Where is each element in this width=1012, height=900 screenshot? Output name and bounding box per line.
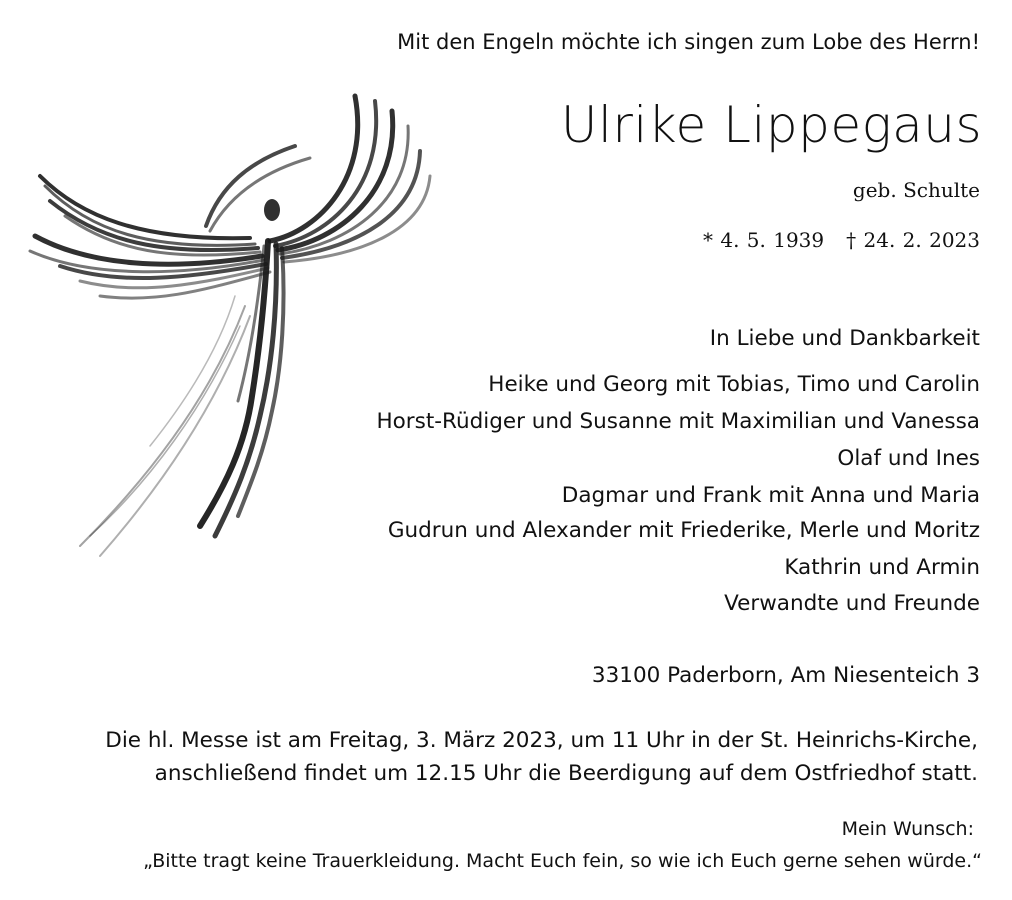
mourner-line: Horst-Rüdiger und Susanne mit Maximilian und Vanessa [376, 409, 980, 434]
mourner-line: Dagmar und Frank mit Anna und Maria [561, 483, 980, 508]
birth-name: geb. Schulte [852, 178, 980, 202]
wish-label: Mein Wunsch: [841, 818, 974, 840]
death-date: † 24. 2. 2023 [846, 228, 980, 252]
deceased-name: Ulrike Lippegaus [560, 96, 982, 154]
life-dates [703, 230, 980, 250]
angel-drawing-icon [20, 66, 450, 576]
service-info-line: Die hl. Messe ist am Freitag, 3. März 2023, um 11 Uhr in der St. Heinrichs-Kirche, [105, 728, 978, 753]
mourner-line: Verwandte und Freunde [724, 591, 980, 616]
mourner-line: Gudrun und Alexander mit Friederike, Merle und Moritz [387, 518, 980, 543]
mourner-line: Kathrin und Armin [784, 555, 980, 580]
wish-quote: „Bitte tragt keine Trauerkleidung. Macht Euch fein, so wie ich Euch gerne sehen würde.“ [143, 850, 982, 872]
mourner-line: Olaf und Ines [837, 446, 980, 471]
birth-date: * 4. 5. 1939 [703, 228, 825, 252]
mourning-address: 33100 Paderborn, Am Niesenteich 3 [591, 663, 980, 688]
service-info-line: anschließend findet um 12.15 Uhr die Beerdigung auf dem Ostfriedhof statt. [154, 761, 978, 786]
motto: Mit den Engeln möchte ich singen zum Lobe des Herrn! [397, 30, 980, 54]
dedication: In Liebe und Dankbarkeit [709, 326, 980, 351]
mourner-line: Heike und Georg mit Tobias, Timo und Carolin [488, 372, 980, 397]
